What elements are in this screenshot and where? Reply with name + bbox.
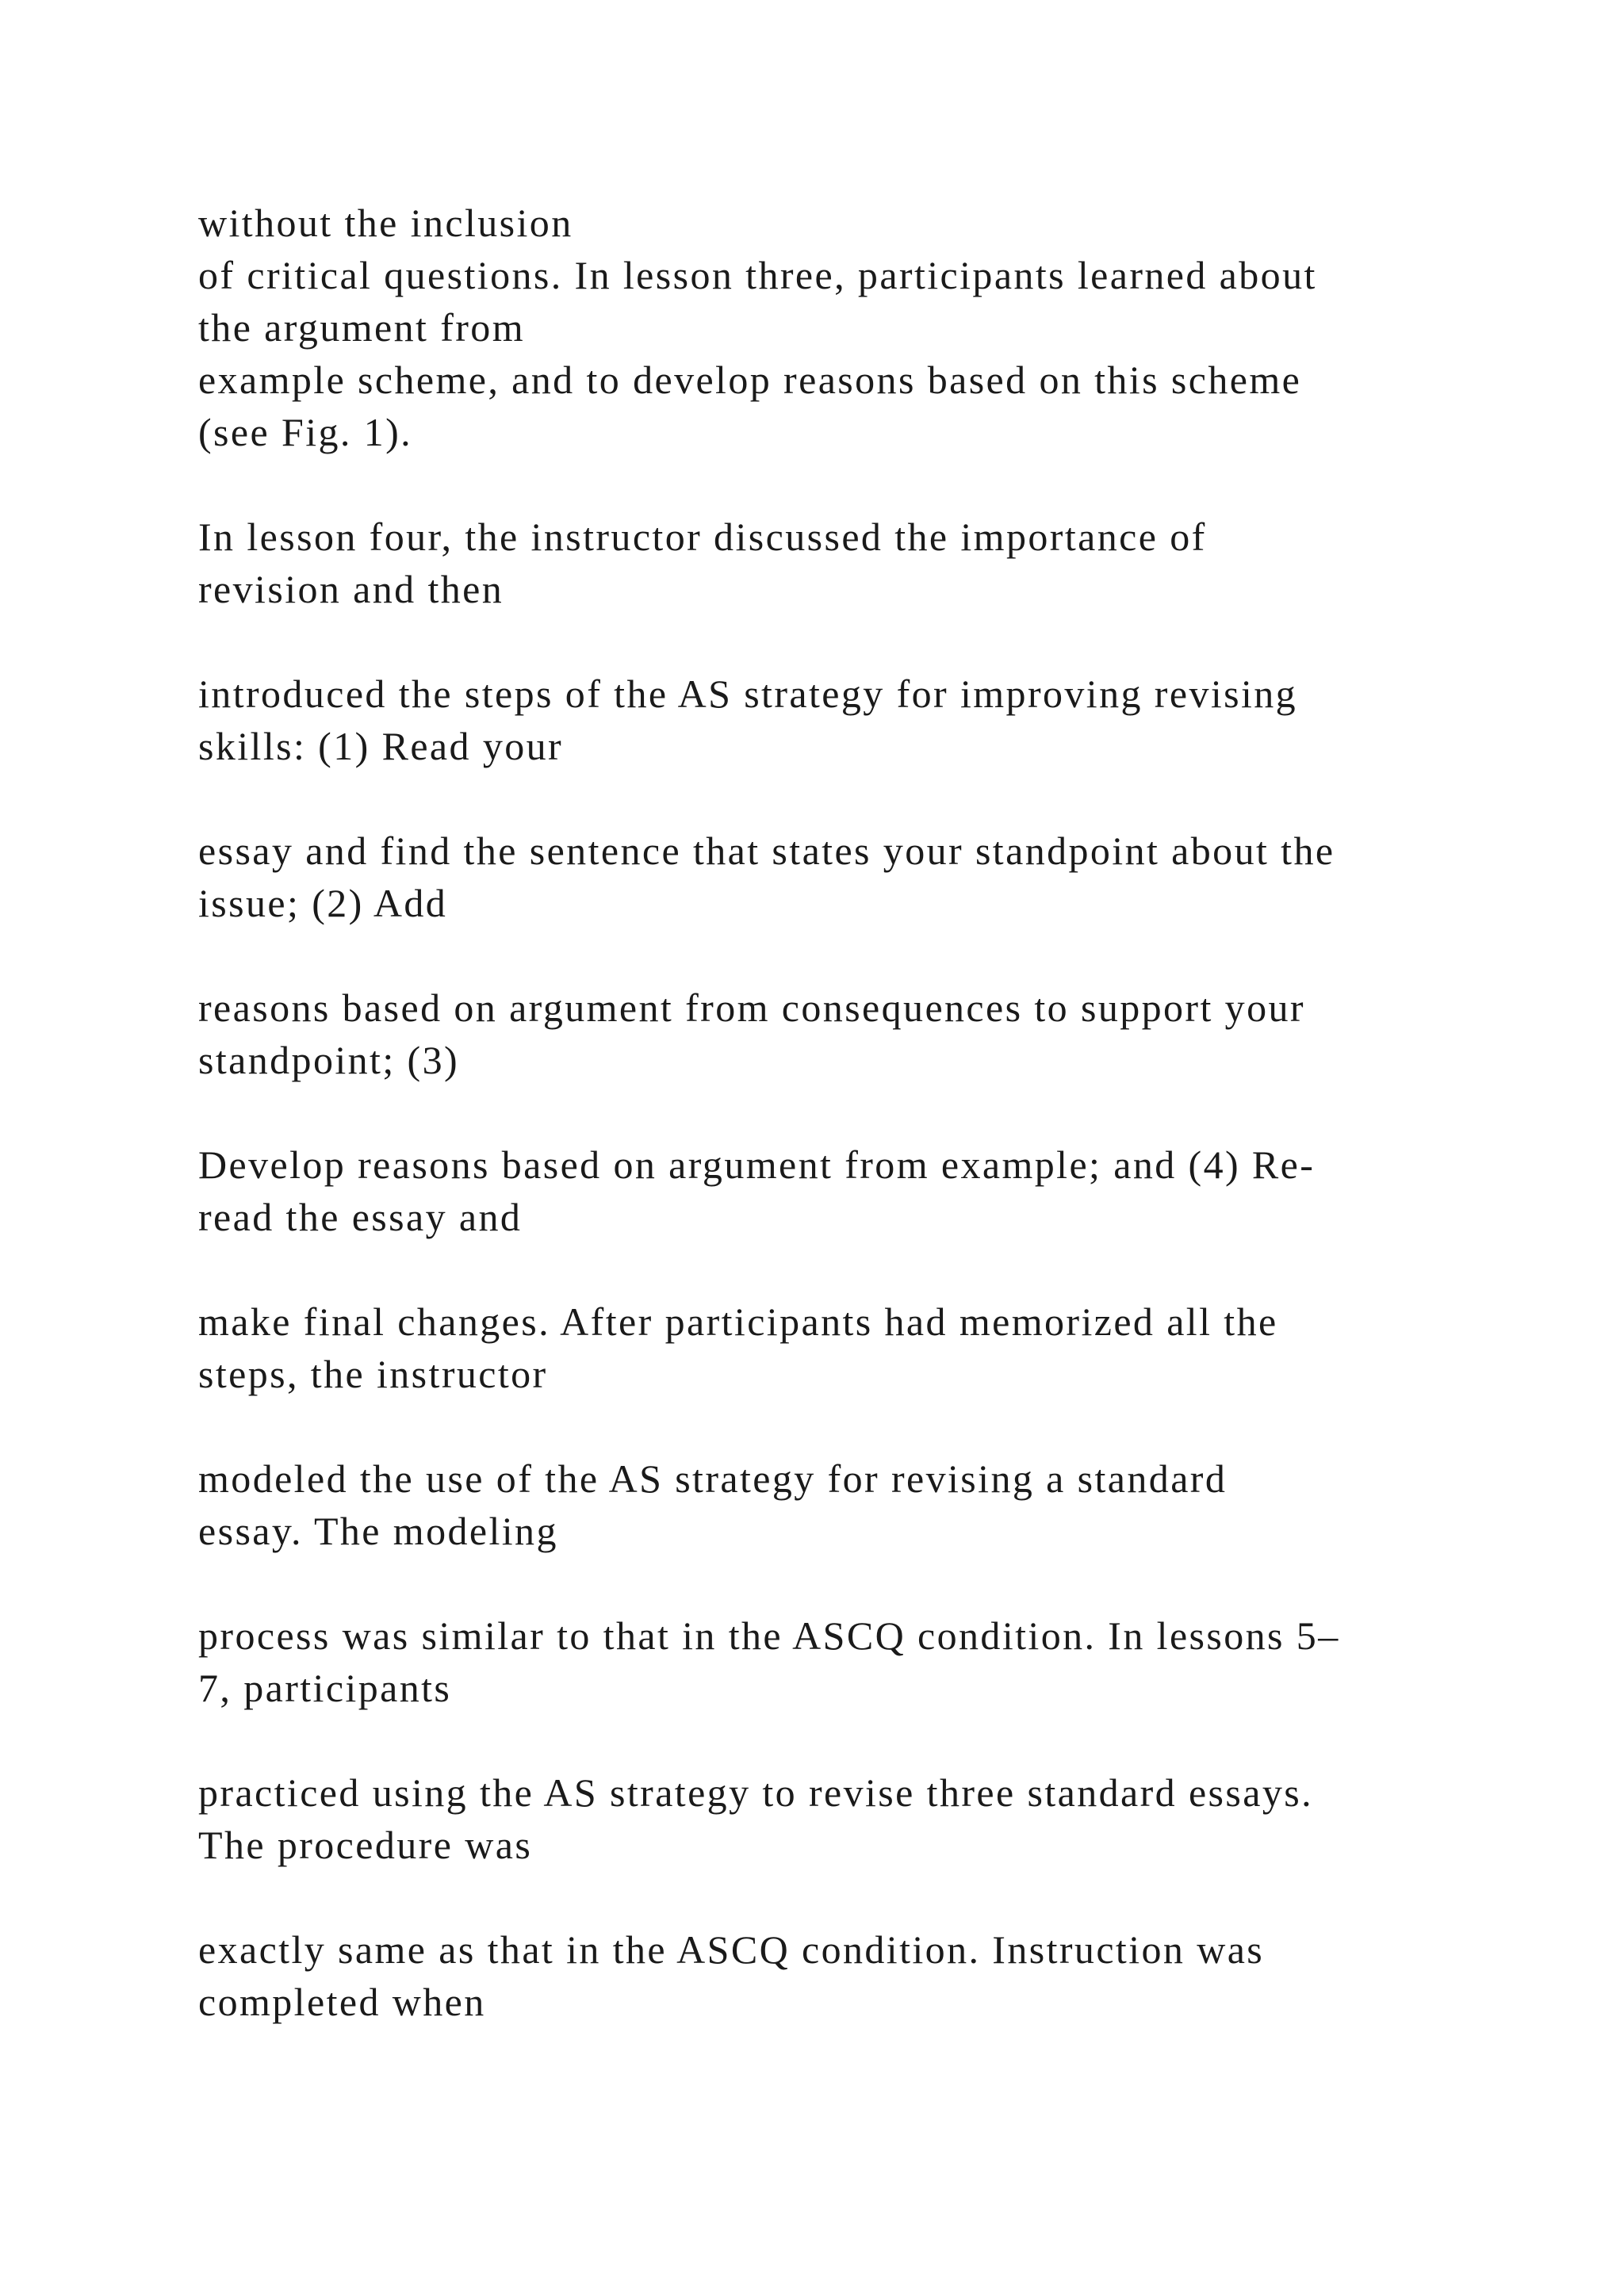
- paragraph-2: [198, 511, 1507, 615]
- text-line: revision and then: [198, 567, 504, 611]
- text-line: without the inclusion: [198, 201, 573, 245]
- paragraph-10: [198, 1766, 1507, 1871]
- text-line: practiced using the AS strategy to revise three standard essays.: [198, 1770, 1314, 1815]
- text-line: introduced the steps of the AS strategy for improving revising: [198, 672, 1298, 716]
- text-line: skills: (1) Read your: [198, 724, 564, 768]
- text-line: The procedure was: [198, 1823, 533, 1867]
- text-line: 7, participants: [198, 1666, 452, 1710]
- text-line: process was similar to that in the ASCQ condition. In lessons 5–: [198, 1613, 1340, 1658]
- text-line: reasons based on argument from consequences to support your: [198, 985, 1305, 1030]
- text-line: of critical questions. In lesson three, participants learned about: [198, 253, 1317, 297]
- text-line: the argument from: [198, 305, 525, 350]
- text-line: essay and find the sentence that states your standpoint about the: [198, 828, 1335, 873]
- paragraph-3: [198, 668, 1507, 772]
- body-text: [198, 197, 1507, 2028]
- paragraph-8: [198, 1452, 1507, 1557]
- text-line: (see Fig. 1).: [198, 410, 413, 454]
- paragraph-11: [198, 1923, 1507, 2028]
- text-line: make final changes. After participants had memorized all the: [198, 1299, 1278, 1344]
- text-line: completed when: [198, 1980, 486, 2024]
- text-line: exactly same as that in the ASCQ condition. Instruction was: [198, 1927, 1265, 1972]
- text-line: In lesson four, the instructor discussed the importance of: [198, 515, 1207, 559]
- paragraph-6: [198, 1138, 1507, 1243]
- paragraph-1: [198, 197, 1507, 458]
- text-line: standpoint; (3): [198, 1038, 460, 1082]
- text-line: essay. The modeling: [198, 1509, 558, 1553]
- paragraph-4: [198, 825, 1507, 929]
- paragraph-9: [198, 1609, 1507, 1714]
- text-line: steps, the instructor: [198, 1352, 548, 1396]
- paragraph-5: [198, 982, 1507, 1086]
- paragraph-7: [198, 1295, 1507, 1400]
- text-line: example scheme, and to develop reasons based on this scheme: [198, 358, 1302, 402]
- text-line: issue; (2) Add: [198, 881, 448, 925]
- text-line: read the essay and: [198, 1195, 523, 1239]
- text-line: Develop reasons based on argument from example; and (4) Re-: [198, 1142, 1316, 1187]
- text-line: modeled the use of the AS strategy for revising a standard: [198, 1456, 1228, 1501]
